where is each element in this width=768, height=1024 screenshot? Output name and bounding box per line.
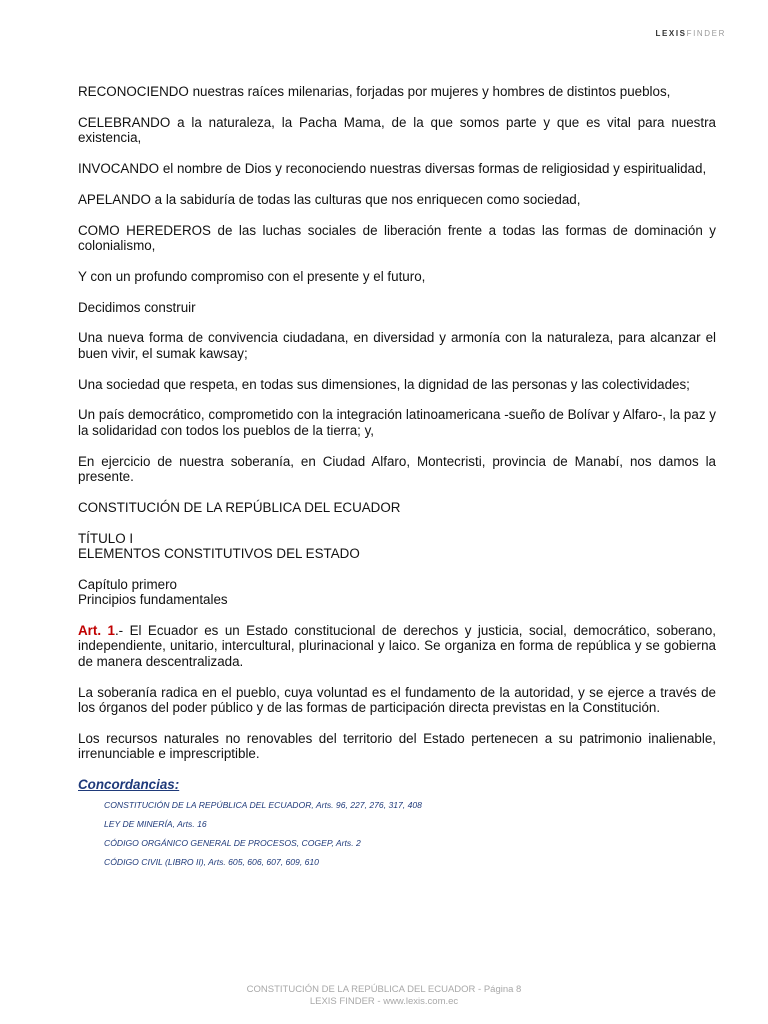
preamble-paragraph: Una sociedad que respeta, en todas sus dimensiones, la dignidad de las personas y las colectividades; <box>78 376 690 392</box>
article-paragraph: Los recursos naturales no renovables del territorio del Estado pertenecen a su patrimonio inalienable, irrenunciable e imprescriptible. <box>78 730 716 762</box>
capitulo-name: Principios fundamentales <box>78 592 228 608</box>
preamble-paragraph: Y con un profundo compromiso con el presente y el futuro, <box>78 268 426 284</box>
concordancia-link[interactable]: CÓDIGO ORGÁNICO GENERAL DE PROCESOS, COGEP, Arts. 2 <box>104 838 361 849</box>
concordancias-list <box>78 796 716 872</box>
footer-line-2: LEXIS FINDER - www.lexis.com.ec <box>309 996 459 1007</box>
preamble-paragraph: INVOCANDO el nombre de Dios y reconociendo nuestras diversas formas de religiosidad y espiritualidad, <box>78 161 707 176</box>
article-1-paragraph <box>78 623 716 669</box>
preamble-paragraph: CELEBRANDO a la naturaleza, la Pacha Mama, de la que somos parte y que es vital para nuestra existencia, <box>78 114 716 146</box>
concordancia-link[interactable]: LEY DE MINERÍA, Arts. 16 <box>104 819 207 830</box>
preamble-paragraph: En ejercicio de nuestra soberanía, en Ciudad Alfaro, Montecristi, provincia de Manabí, nos damos la presente. <box>78 453 716 484</box>
concordancias-title: Concordancias: <box>78 777 180 793</box>
titulo-name: ELEMENTOS CONSTITUTIVOS DEL ESTADO <box>78 546 360 561</box>
titulo-number: TÍTULO I <box>78 530 134 546</box>
preamble-paragraph: Decidimos construir <box>78 299 196 315</box>
preamble-paragraph: COMO HEREDEROS de las luchas sociales de liberación frente a todas las formas de dominación y colonialismo, <box>78 222 716 253</box>
preamble-paragraph: RECONOCIENDO nuestras raíces milenarias, forjadas por mujeres y hombres de distintos pueblos, <box>78 84 671 99</box>
concordancia-link[interactable]: CÓDIGO CIVIL (LIBRO II), Arts. 605, 606, 607, 609, 610 <box>104 857 319 868</box>
footer-line-1: CONSTITUCIÓN DE LA REPÚBLICA DEL ECUADOR - Página 8 <box>246 984 522 995</box>
preamble-paragraph: APELANDO a la sabiduría de todas las culturas que nos enriquecen como sociedad, <box>78 191 581 207</box>
brand-logo-part2: FINDER <box>686 29 726 38</box>
constitution-title: CONSTITUCIÓN DE LA REPÚBLICA DEL ECUADOR <box>78 499 401 515</box>
preamble-paragraph: Un país democrático, comprometido con la integración latinoamericana -sueño de Bolívar y Alfaro-, la paz y la solidaridad con todos los pueblos de la tierra; y, <box>78 407 716 438</box>
article-paragraph: La soberanía radica en el pueblo, cuya voluntad es el fundamento de la autoridad, y se ejerce a través de los órganos del poder público y de las formas de participación directa previstas en la Constitución. <box>78 684 716 716</box>
capitulo-number: Capítulo primero <box>78 576 177 592</box>
article-label[interactable]: Art. 1 <box>78 623 115 638</box>
brand-logo <box>655 29 726 38</box>
concordancia-link[interactable]: CONSTITUCIÓN DE LA REPÚBLICA DEL ECUADOR, Arts. 96, 227, 276, 317, 408 <box>104 800 422 811</box>
document-body <box>78 84 716 872</box>
page-footer <box>0 984 768 1008</box>
preamble-paragraph: Una nueva forma de convivencia ciudadana, en diversidad y armonía con la naturaleza, para alcanzar el buen vivir, el sumak kawsay; <box>78 330 716 361</box>
brand-logo-part1: LEXIS <box>655 29 687 38</box>
article-text: .- El Ecuador es un Estado constitucional de derechos y justicia, social, democrático, soberano, independiente, unitario, intercultural, plurinacional y laico. Se organiza en forma de república y se gobierna de manera descentralizada. <box>78 623 716 669</box>
